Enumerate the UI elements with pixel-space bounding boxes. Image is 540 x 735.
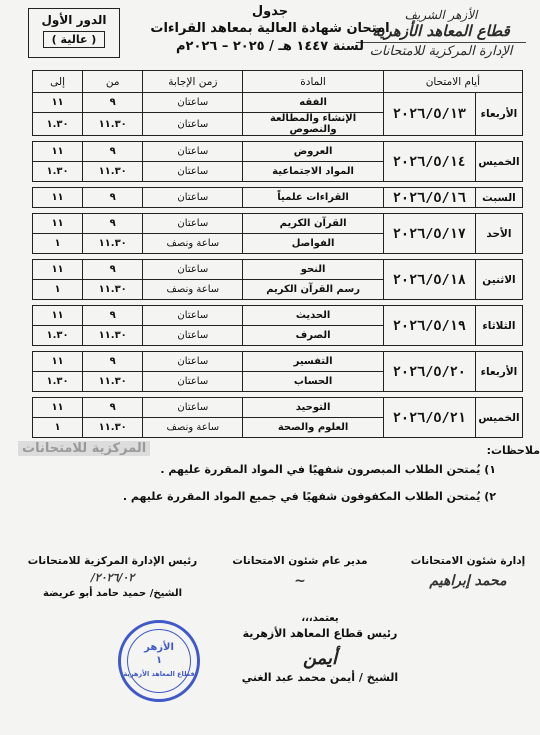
signature-central-admin xyxy=(25,555,200,599)
to-cell: ١ xyxy=(33,418,83,438)
subject-cell: العروض xyxy=(243,142,383,162)
from-cell: ١١.٣٠ xyxy=(83,418,143,438)
approve-title: رئيس قطاع المعاهد الأزهرية xyxy=(242,627,398,640)
table-row xyxy=(33,93,523,113)
table-row xyxy=(33,398,523,418)
seal-ring xyxy=(123,629,195,693)
subject-cell: القراءات علمياً xyxy=(243,188,383,208)
date-cell: ٢٠٢٦/٥/١٣ xyxy=(383,93,475,136)
header-days: أيام الامتحان xyxy=(383,71,522,93)
subject-cell: المواد الاجتماعية xyxy=(243,162,383,182)
duration-cell: ساعتان xyxy=(143,260,243,280)
day-cell: الاثنين xyxy=(475,260,522,300)
to-cell: ١١ xyxy=(33,398,83,418)
notes-label: ملاحظات: xyxy=(486,444,540,457)
to-cell: ١.٣٠ xyxy=(33,113,83,136)
table-row xyxy=(33,306,523,326)
notes-list xyxy=(56,463,496,517)
logo-line-1: الأزهر الشريف xyxy=(404,8,478,22)
signatory-name: الشيخ/ حميد حامد أبو عريضة xyxy=(42,588,183,599)
signature-title: إدارة شئون الامتحانات xyxy=(410,555,526,567)
from-cell: ٩ xyxy=(83,260,143,280)
round-box xyxy=(28,8,120,58)
header-duration: زمن الإجابة xyxy=(143,71,243,93)
date-cell: ٢٠٢٦/٥/١٧ xyxy=(383,214,475,254)
from-cell: ١١.٣٠ xyxy=(83,326,143,346)
table-row xyxy=(33,188,523,208)
subject-cell: القرآن الكريم xyxy=(243,214,383,234)
to-cell: ١١ xyxy=(33,93,83,113)
table-row xyxy=(33,142,523,162)
to-cell: ١١ xyxy=(33,214,83,234)
day-cell: الثلاثاء xyxy=(475,306,522,346)
day-cell: الخميس xyxy=(475,398,522,438)
from-cell: ٩ xyxy=(83,398,143,418)
approve-scrawl: أيمن xyxy=(302,648,338,669)
from-cell: ١١.٣٠ xyxy=(83,162,143,182)
duration-cell: ساعتان xyxy=(143,214,243,234)
signature-scrawl: ~ xyxy=(294,573,306,589)
day-cell: السبت xyxy=(475,188,522,208)
seal-emblem-icon xyxy=(123,638,195,682)
subject-cell: الحساب xyxy=(243,372,383,392)
svg-text:١: ١ xyxy=(155,655,163,666)
subject-cell: الفواصل xyxy=(243,234,383,254)
subject-cell: الإنشاء والمطالعة والنصوص xyxy=(243,113,383,136)
day-cell: الأربعاء xyxy=(475,352,522,392)
from-cell: ٩ xyxy=(83,214,143,234)
svg-text:الأزهر: الأزهر xyxy=(144,642,174,653)
table-row xyxy=(33,352,523,372)
to-cell: ١.٣٠ xyxy=(33,372,83,392)
from-cell: ٩ xyxy=(83,306,143,326)
date-cell: ٢٠٢٦/٥/١٩ xyxy=(383,306,475,346)
from-cell: ١١.٣٠ xyxy=(83,280,143,300)
date-cell: ٢٠٢٦/٥/١٤ xyxy=(383,142,475,182)
from-cell: ١١.٣٠ xyxy=(83,113,143,136)
subject-cell: الصرف xyxy=(243,326,383,346)
subject-cell: الفقه xyxy=(243,93,383,113)
duration-cell: ساعتان xyxy=(143,398,243,418)
table-row xyxy=(33,260,523,280)
from-cell: ١١.٣٠ xyxy=(83,372,143,392)
central-exams-stamp: المركزية للامتحانات xyxy=(18,441,150,456)
title-line-2: امتحان شهادة العالية بمعاهد القراءات xyxy=(150,21,390,36)
duration-cell: ساعتان xyxy=(143,306,243,326)
signature-exam-affairs xyxy=(408,555,528,589)
date-cell: ٢٠٢٦/٥/٢٠ xyxy=(383,352,475,392)
to-cell: ١١ xyxy=(33,188,83,208)
date-cell: ٢٠٢٦/٥/٢١ xyxy=(383,398,475,438)
to-cell: ١١ xyxy=(33,260,83,280)
from-cell: ١١.٣٠ xyxy=(83,234,143,254)
header-to: إلى xyxy=(33,71,83,93)
from-cell: ٩ xyxy=(83,142,143,162)
to-cell: ١.٣٠ xyxy=(33,162,83,182)
from-cell: ٩ xyxy=(83,93,143,113)
exam-schedule-table xyxy=(32,70,523,438)
duration-cell: ساعتان xyxy=(143,188,243,208)
title-line-1: جدول xyxy=(251,4,289,19)
signature-title: مدير عام شئون الامتحانات xyxy=(232,555,368,567)
subject-cell: النحو xyxy=(243,260,383,280)
logo-line-2: قطاع المعاهد الأزهرية xyxy=(372,22,510,40)
subject-cell: التفسير xyxy=(243,352,383,372)
signature-date: ٢٠٢٦/٠٢/ xyxy=(90,571,135,584)
header-from: من xyxy=(83,71,143,93)
to-cell: ١.٣٠ xyxy=(33,326,83,346)
signature-general-manager xyxy=(230,555,370,589)
date-cell: ٢٠٢٦/٥/١٨ xyxy=(383,260,475,300)
signature-scrawl: محمد إبراهيم xyxy=(429,573,507,589)
note-item: ٢) يُمتحن الطلاب المكفوفون شفهيًا في جميع المواد المقررة عليهم . xyxy=(122,490,496,503)
to-cell: ١ xyxy=(33,280,83,300)
table-header-row xyxy=(33,71,523,93)
duration-cell: ساعة ونصف xyxy=(143,418,243,438)
to-cell: ١١ xyxy=(33,352,83,372)
duration-cell: ساعتان xyxy=(143,93,243,113)
note-item: ١) يُمتحن الطلاب المبصرون شفهيًا في المواد المقررة عليهم . xyxy=(160,463,496,476)
schedule-body xyxy=(33,93,523,438)
to-cell: ١١ xyxy=(33,306,83,326)
duration-cell: ساعتان xyxy=(143,326,243,346)
duration-cell: ساعتان xyxy=(143,113,243,136)
logo-line-3: الإدارة المركزية للامتحانات xyxy=(356,42,526,59)
to-cell: ١١ xyxy=(33,142,83,162)
approval-block xyxy=(200,613,440,684)
to-cell: ١ xyxy=(33,234,83,254)
subject-cell: الحديث xyxy=(243,306,383,326)
title-line-3: لسنة ١٤٤٧ هـ / ٢٠٢٥ – ٢٠٢٦م xyxy=(176,39,364,54)
subject-cell: رسم القرآن الكريم xyxy=(243,280,383,300)
duration-cell: ساعة ونصف xyxy=(143,234,243,254)
duration-cell: ساعتان xyxy=(143,372,243,392)
day-cell: الأحد xyxy=(475,214,522,254)
subject-cell: العلوم والصحة xyxy=(243,418,383,438)
day-cell: الأربعاء xyxy=(475,93,522,136)
subject-cell: التوحيد xyxy=(243,398,383,418)
duration-cell: ساعة ونصف xyxy=(143,280,243,300)
azhar-seal xyxy=(118,620,200,702)
svg-text:قطاع المعاهد الأزهرية: قطاع المعاهد الأزهرية xyxy=(123,670,195,678)
table-row xyxy=(33,214,523,234)
duration-cell: ساعتان xyxy=(143,142,243,162)
approve-label: يعتمد،،، xyxy=(301,613,339,624)
round-label: الدور الأول xyxy=(41,13,107,27)
header-subject: المادة xyxy=(243,71,383,93)
from-cell: ٩ xyxy=(83,188,143,208)
signature-title: رئيس الإدارة المركزية للامتحانات xyxy=(27,555,198,567)
duration-cell: ساعتان xyxy=(143,352,243,372)
approve-name: الشيخ / أيمن محمد عبد الغني xyxy=(241,671,399,684)
from-cell: ٩ xyxy=(83,352,143,372)
document-title xyxy=(140,4,400,54)
level-label: ( عالية ) xyxy=(43,31,106,48)
day-cell: الخميس xyxy=(475,142,522,182)
duration-cell: ساعتان xyxy=(143,162,243,182)
date-cell: ٢٠٢٦/٥/١٦ xyxy=(383,188,475,208)
